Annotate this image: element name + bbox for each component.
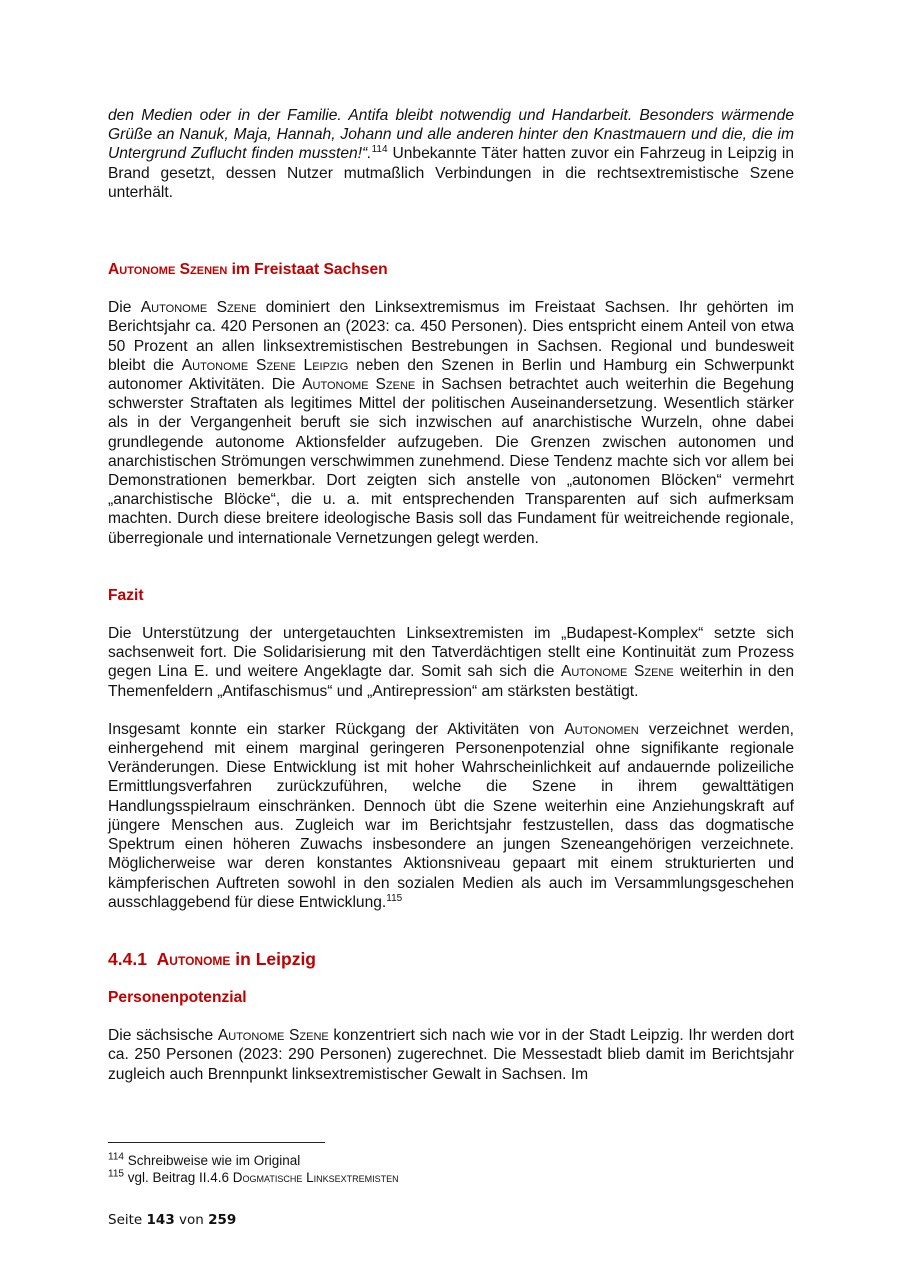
text-run: verzeichnet werden, einhergehend mit einem marginal geringeren Personenpotenzial ohne signifikante regionale Veränderungen. Diese Entwicklung ist mit hoher Wahrscheinlichkeit auf andauernde polizeiliche Ermittlungsverfahren zurückzuführen, welche die Szene in ihrem gewalttätigen Handlungsspielraum einschränken. Dennoch übt die Szene weiterhin eine Anziehungskraft auf jüngere Menschen aus. Zugleich war im Berichtsjahr festzustellen, dass das dogmatische Spektrum einen höheren Zuwachs insbesondere an jungen Szeneangehörigen verzeichnete. Möglicherweise war deren konstantes Aktionsniveau gepaart mit einem strukturierten und kämpferischen Auftreten sowohl in den sozialen Medien als auch im Versammlungsgeschehen ausschlaggebend für diese Entwicklung. xyxy=(108,720,794,911)
footnote-small-caps: Dogmatische Linksextremisten xyxy=(232,1169,399,1185)
text-run: Die xyxy=(108,299,141,317)
heading-fazit: Fazit xyxy=(108,586,144,604)
small-caps-term: Autonomen xyxy=(564,720,639,738)
footnote-number: 115 xyxy=(108,1168,124,1179)
footnote-number: 114 xyxy=(108,1151,124,1163)
small-caps-term: Autonome Szene Leipzig xyxy=(181,356,349,374)
footnotes xyxy=(108,1142,794,1186)
small-caps-term: Autonome Szene xyxy=(140,299,257,317)
heading-autonome-szenen-rest: im Freistaat Sachsen xyxy=(227,261,388,279)
footnote-divider xyxy=(108,1142,325,1143)
section1-paragraph xyxy=(108,298,794,548)
section-number: 4.4.1 xyxy=(108,948,147,969)
footer-prefix: Seite xyxy=(108,1212,147,1228)
total-pages: 259 xyxy=(208,1212,237,1228)
heading-4-4-1-sc: Autonome xyxy=(156,948,231,969)
intro-quote-close: “. xyxy=(362,145,372,163)
text-run: neben den Szenen in Berlin und Hamburg ein Schwerpunkt autonomer Aktivitäten. Die xyxy=(108,356,794,394)
footer-middle: von xyxy=(174,1212,209,1228)
heading-autonome-szenen xyxy=(108,260,794,279)
heading-4-4-1 xyxy=(108,948,794,970)
heading-4-4-1-rest: in Leipzig xyxy=(230,948,316,969)
footnote-114 xyxy=(108,1153,794,1170)
heading-autonome-szenen-sc: Autonome Szenen xyxy=(108,261,228,279)
small-caps-term: Autonome Szene xyxy=(217,1027,329,1045)
text-run: Insgesamt konnte ein starker Rückgang der Aktivitäten von xyxy=(108,720,565,738)
footnote-text: vgl. Beitrag II.4.6 xyxy=(123,1169,233,1185)
intro-quote: den Medien oder in der Familie. Antifa bleibt notwendig und Handarbeit. Besonders wärmende Grüße an Nanuk, Maja, Hannah, Johann und alle anderen hinter den Knastmauern und die, die im Untergrund Zuflucht finden mussten! xyxy=(108,107,794,163)
text-run: Die Unterstützung der untergetauchten Linksextremisten im „Budapest-Komplex“ setzte sich sachsenweit fort. Die Solidarisierung mit den Tatverdächtigen stellt eine Kontinuität zum Prozess gegen Lina E. und weitere Angeklagte dar. Somit sah sich die xyxy=(108,625,794,681)
small-caps-term: Autonome Szene xyxy=(302,376,416,394)
intro-rest: Unbekannte Täter hatten zuvor ein Fahrzeug in Leipzig in Brand gesetzt, dessen Nutzer mutmaßlich Verbindungen in die rechtsextremistische Szene unterhält. xyxy=(108,145,795,201)
text-run: weiterhin in den Themenfeldern „Antifaschismus“ und „Antirepression“ am stärksten bestätigt. xyxy=(108,663,794,700)
text-run: Die sächsische xyxy=(108,1027,218,1045)
footnote-text: Schreibweise wie im Original xyxy=(123,1153,301,1168)
footnote-ref-114[interactable]: 114 xyxy=(371,144,388,156)
footnote-115 xyxy=(108,1170,794,1187)
current-page-number: 143 xyxy=(146,1212,175,1228)
fazit-paragraph-2 xyxy=(108,720,794,912)
page-footer xyxy=(108,1212,236,1228)
small-caps-term: Autonome Szene xyxy=(560,663,674,681)
text-run: dominiert den Linksextremismus im Freistaat Sachsen. Ihr gehörten im Berichtsjahr ca. 420 Personen an (2023: ca. 450 Personen). Dies entspricht einem Anteil von etwa 50 Prozent an allen linksextremistischen Bestrebungen in Sachsen. Regional und bundesweit bleibt die xyxy=(108,299,794,374)
fazit-paragraph-1 xyxy=(108,624,794,701)
intro-paragraph xyxy=(108,106,794,202)
footnote-ref-115[interactable]: 115 xyxy=(386,892,403,904)
personenpotenzial-paragraph xyxy=(108,1026,794,1084)
text-run: konzentriert sich nach wie vor in der Stadt Leipzig. Ihr werden dort ca. 250 Personen (2023: 290 Personen) zugerechnet. Die Messestadt blieb damit im Berichtsjahr zugleich auch Brennpunkt linksextremistischer Gewalt in Sachsen. Im xyxy=(108,1027,794,1083)
page-body xyxy=(108,106,794,1084)
text-run: in Sachsen betrachtet auch weiterhin die Begehung schwerster Straftaten als legitimes Mittel der politischen Auseinandersetzung. Wesentlich stärker als in der Vergangenheit beruft sie sich inzwischen auf anarchistische Wurzeln, ohne dabei grundlegende autonome Aktionsfelder aufzugeben. Die Grenzen zwischen autonomen und anarchistischen Strömungen verschwimmen zunehmend. Diese Tendenz machte sich vor allem bei Demonstrationen bemerkbar. Dort zeigten sich anstelle von „autonomen Blöcken“ vermehrt „anarchistische Blöcke“, die u. a. mit entsprechenden Transparenten auf sich aufmerksam machten. Durch diese breitere ideologische Basis soll das Fundament für weitreichende regionale, überregionale und internationale Vernetzungen gelegt werden. xyxy=(108,376,795,547)
heading-personenpotenzial: Personenpotenzial xyxy=(108,988,247,1006)
